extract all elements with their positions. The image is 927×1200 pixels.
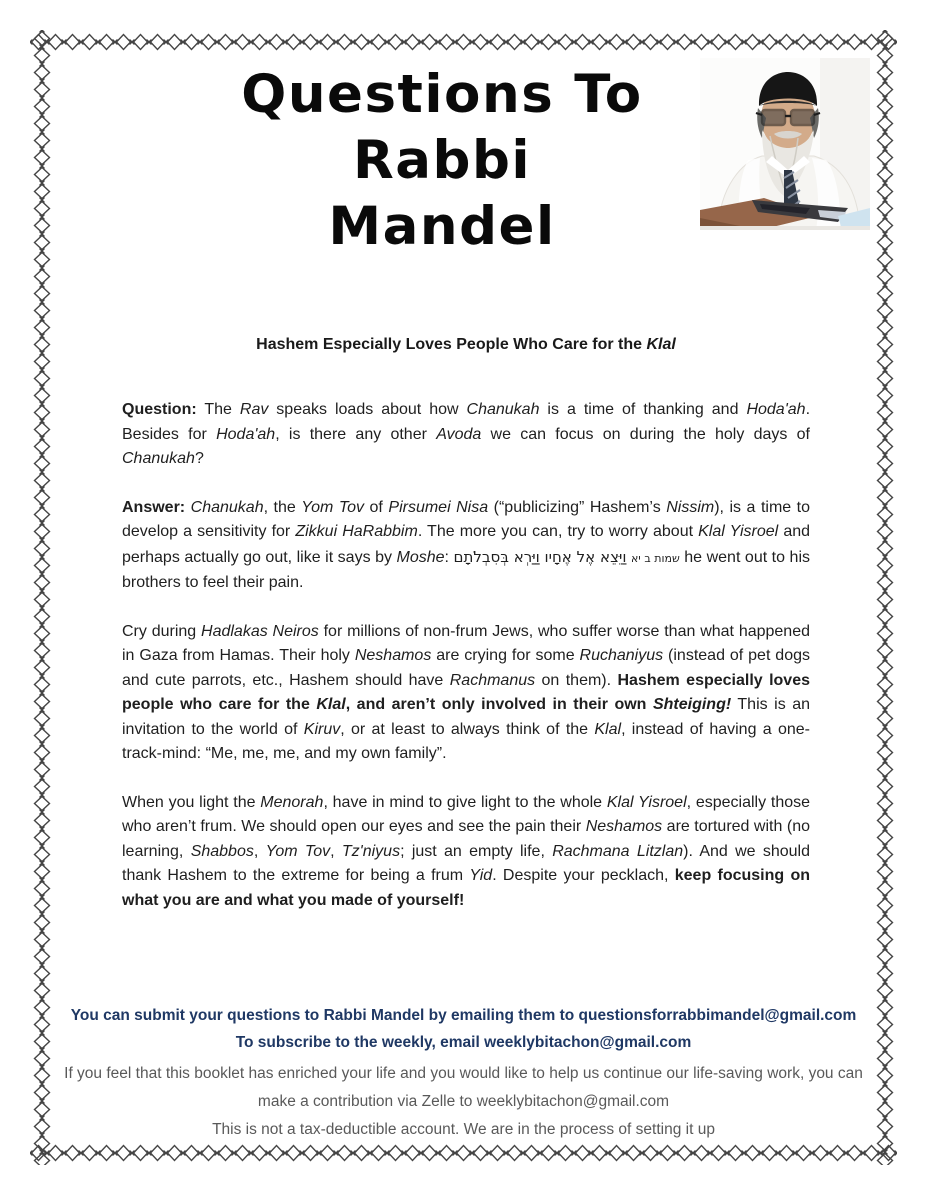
text-run: speaks loads about how: [268, 401, 467, 418]
text-run: Answer:: [122, 498, 186, 516]
page-border-bottom: [30, 1141, 897, 1165]
text-run: :: [444, 548, 454, 566]
text-run: , the: [263, 498, 302, 516]
footer-contact: [40, 1002, 887, 1056]
paragraph-menorah: [122, 791, 810, 914]
text-run: and perhaps actually go out, like it says by: [122, 523, 811, 566]
text-run: , have in mind to give light to the whole: [323, 793, 607, 811]
footer-submit-line: You can submit your questions to Rabbi Mandel by emailing them to questionsforrabbimandel@gmail.com: [70, 1007, 857, 1024]
text-run: Klal: [646, 336, 676, 353]
text-run: Yom Tov: [265, 842, 331, 860]
text-run: ,: [253, 842, 266, 860]
paragraph-cry-during: [122, 620, 810, 767]
text-run: Hashem Especially Loves People Who Care for the: [256, 336, 647, 353]
text-run: are tortured with (no learning,: [122, 818, 810, 860]
text-run: When you light the: [122, 793, 261, 811]
text-run: Chanukah: [190, 498, 264, 516]
text-run: , instead of having a one-track-mind: “Me, me, me, and my own family”.: [122, 720, 810, 762]
text-run: Moshe: [396, 548, 445, 566]
hebrew-quote-run: וַיֵּצֵא אֶל אֶחָיו וַיַּרְא בְּסִבְלֹתָם: [453, 547, 627, 566]
text-run: , especially those who aren’t frum. We should open our eyes and see the pain their: [122, 793, 811, 835]
page-border-top: [30, 30, 897, 54]
page-border-left: [30, 30, 54, 1165]
text-run: Klal Yisroel: [698, 523, 779, 540]
hebrew-citation-run: שמות ב יא: [630, 551, 680, 565]
text-run: Hoda'ah: [216, 425, 276, 443]
text-run: Chanukah: [122, 450, 195, 467]
paragraph-answer: [122, 496, 810, 596]
text-run: Yom Tov: [301, 498, 365, 516]
article-heading: [122, 336, 810, 354]
text-run: Tz'niyus: [341, 842, 401, 860]
text-run: . Despite your pecklach,: [492, 867, 675, 884]
text-run: are crying for some: [431, 647, 580, 664]
article-body: [122, 398, 810, 937]
page-title-line-2: Rabbi: [352, 130, 532, 191]
text-run: Cry during: [122, 622, 202, 640]
text-run: ). And we should thank Hashem to the extreme for being a frum: [122, 842, 811, 884]
rabbi-photo: [700, 58, 870, 230]
text-run: of: [364, 498, 389, 516]
page-title-line-3: Mandel: [328, 196, 556, 257]
text-run: Klal Yisroel: [606, 793, 687, 811]
text-run: Neshamos: [354, 647, 432, 664]
footer-subscribe-line: To subscribe to the weekly, email weeklybitachon@gmail.com: [235, 1034, 692, 1051]
text-run: on them).: [535, 671, 618, 689]
text-run: Klal: [594, 720, 622, 738]
paragraph-question: [122, 398, 810, 472]
text-run: , or at least to always think of the: [340, 720, 595, 738]
text-run: Shteiging!: [652, 696, 732, 713]
text-run: ,: [330, 842, 342, 860]
page-border-right: [873, 30, 897, 1165]
text-run: Yid: [469, 867, 493, 884]
text-run: Nissim: [666, 498, 715, 516]
text-run: , is there any other: [275, 425, 437, 443]
text-run: Ruchaniyus: [579, 647, 664, 664]
text-run: . Besides for: [122, 401, 811, 443]
text-run: Hashem especially loves people who care for the: [122, 671, 810, 713]
text-run: Zikkui HaRabbim: [295, 523, 418, 540]
text-run: The: [196, 401, 240, 418]
text-run: is a time of thanking and: [539, 401, 747, 418]
text-run: he went out to his brothers to feel their pain.: [122, 548, 810, 591]
footer-donation: [63, 1060, 864, 1144]
text-run: Menorah: [260, 793, 324, 811]
text-run: Question:: [122, 401, 197, 418]
footer-donation-line: If you feel that this booklet has enriched your life and you would like to help us continue our life-saving work, you can make a contribution via Zelle to weeklybitachon@gmail.com: [64, 1065, 863, 1110]
text-run: ; just an empty life,: [400, 842, 553, 860]
text-run: ), is a time to develop a sensitivity for: [122, 498, 811, 540]
text-run: (instead of pet dogs and cute parrots, etc., Hashem should have: [122, 647, 810, 689]
text-run: Rav: [239, 401, 269, 418]
text-run: . The more you can, try to worry about: [417, 523, 699, 540]
text-run: Chanukah: [466, 401, 540, 418]
text-run: we can focus on during the holy days of: [481, 425, 810, 443]
text-run: Kiruv: [303, 720, 341, 738]
footer-tax-line: This is not a tax-deductible account. We are in the process of setting it up: [212, 1121, 715, 1138]
text-run: (“publicizing” Hashem’s: [488, 498, 667, 516]
page-title-line-1: Questions To: [241, 64, 643, 125]
text-run: , and aren’t only involved in their own: [345, 696, 653, 713]
text-run: Hoda'ah: [746, 401, 806, 418]
text-run: Avoda: [436, 425, 482, 443]
text-run: Rachmanus: [449, 671, 536, 689]
text-run: Pirsumei Nisa: [388, 498, 489, 516]
text-run: Rachmana Litzlan: [552, 842, 684, 860]
text-run: Shabbos: [190, 842, 254, 860]
text-run: Klal: [316, 696, 346, 713]
text-run: ?: [194, 450, 204, 467]
text-run: keep focusing on what you are and what you made of yourself!: [122, 867, 810, 909]
text-run: for millions of non-frum Jews, who suffer worse than what happened in Gaza from Hamas. Their holy: [122, 622, 811, 664]
text-run: This is an invitation to the world of: [122, 696, 811, 738]
text-run: Neshamos: [585, 818, 663, 835]
text-run: Hadlakas Neiros: [201, 622, 319, 640]
